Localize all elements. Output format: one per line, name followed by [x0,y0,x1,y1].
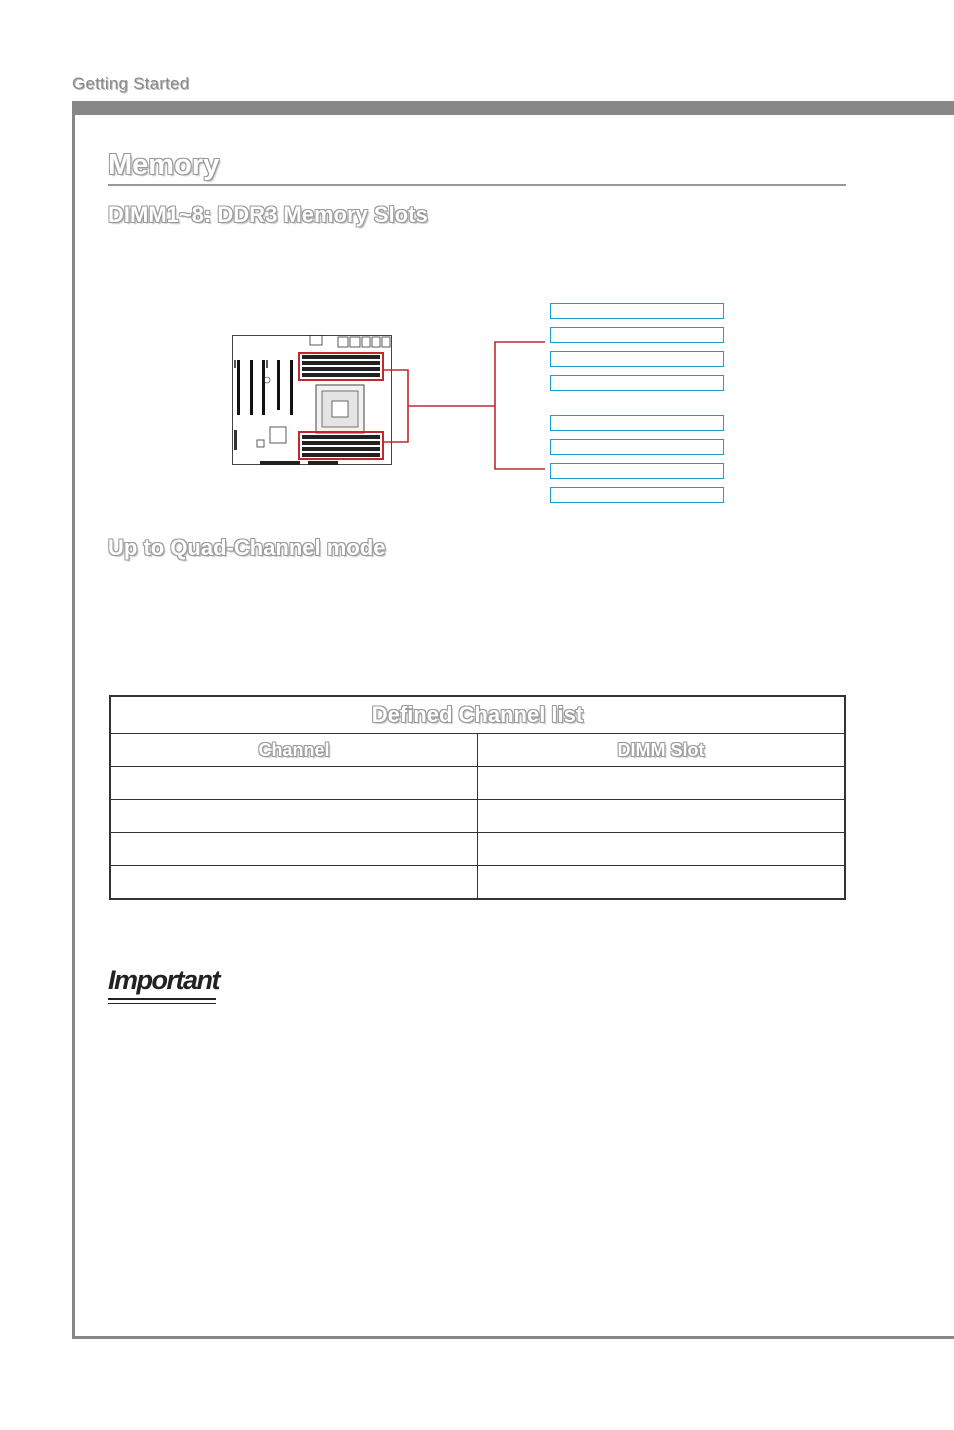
slot-label-box [550,487,724,503]
slot-label-box [550,351,724,367]
table-cell [110,767,478,800]
slot-label-box [550,439,724,455]
table-title: Defined Channel list [110,696,845,734]
table-cell [478,833,846,866]
table-title-row [110,696,845,734]
slot-connector-lines [380,330,560,480]
table-row [110,767,845,800]
left-margin-rule [72,101,75,1339]
column-header-channel: Channel [110,734,478,767]
column-header-dimm-slot: DIMM Slot [478,734,846,767]
header-bar [72,101,954,115]
table-cell [478,800,846,833]
table-cell [478,866,846,900]
important-underline [108,998,216,1000]
quad-channel-heading: Up to Quad-Channel mode [108,535,386,560]
table-row [110,800,845,833]
title-underline [108,184,846,186]
slot-label-box [550,415,724,431]
important-label: Important [108,965,219,995]
motherboard-diagram [232,335,392,465]
important-underline [108,1003,216,1004]
defined-channel-table [109,695,846,900]
slot-label-box [550,303,724,319]
section-title: Memory [108,149,220,181]
table-cell [110,866,478,900]
bottom-rule [72,1336,954,1339]
table-cell [110,833,478,866]
table-header-row [110,734,845,767]
running-header: Getting Started [72,74,190,93]
table-cell [478,767,846,800]
table-cell [110,800,478,833]
table-row [110,833,845,866]
slot-label-box [550,327,724,343]
table-row [110,866,845,900]
memory-slots-heading: DIMM1~8: DDR3 Memory Slots [108,202,428,227]
slot-label-box [550,375,724,391]
slot-label-box [550,463,724,479]
